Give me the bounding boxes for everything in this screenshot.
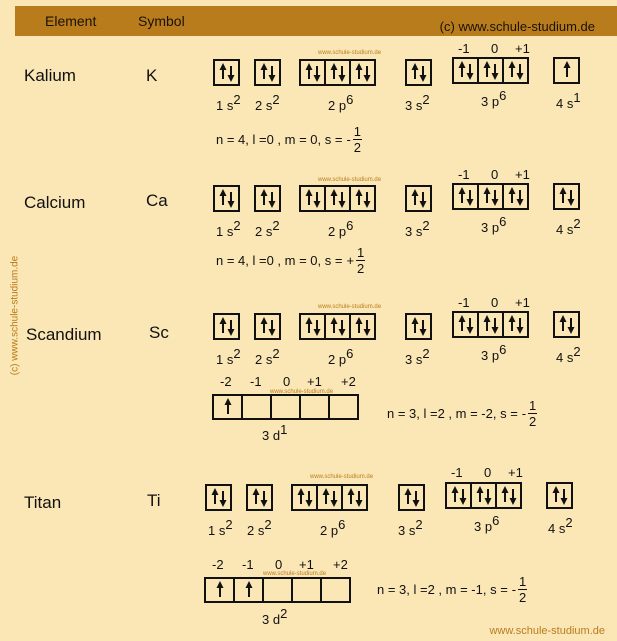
- orbital-3p: [452, 183, 529, 210]
- spin-down-arrow-icon: [363, 66, 370, 82]
- spin-down-arrow-icon: [268, 66, 275, 82]
- orbital-label: 4 $s^2$: [556, 216, 581, 237]
- orbital-3s: [405, 185, 432, 212]
- orbital-box: [316, 484, 343, 511]
- spin-down-arrow-icon: [330, 491, 337, 507]
- orbital-2s: [254, 313, 281, 340]
- orbital-label: 2 $p^6$: [328, 218, 354, 239]
- spin-down-arrow-icon: [305, 491, 312, 507]
- orbital-label: 4 $s^2$: [548, 515, 573, 536]
- orbital-box: [398, 484, 425, 511]
- orbital-4s: [553, 311, 580, 338]
- orbital-box: [254, 59, 281, 86]
- orbital-box: [254, 185, 281, 212]
- spin-up-arrow-icon: [501, 486, 508, 502]
- orbital-box: [320, 577, 351, 603]
- orbital-box: [299, 394, 330, 420]
- orbital-4s: [546, 482, 573, 509]
- m-label: -2: [220, 374, 232, 389]
- column-header-element: Element: [45, 13, 97, 29]
- spin-down-arrow-icon: [560, 489, 567, 505]
- spin-up-arrow-icon: [305, 189, 312, 205]
- spin-down-arrow-icon: [516, 318, 523, 334]
- orbital-3d: [204, 577, 351, 603]
- spin-up-arrow-icon: [458, 61, 465, 77]
- orbital-label: 2 $p^6$: [320, 517, 346, 538]
- orbital-box: [205, 484, 232, 511]
- spin-up-arrow-icon: [305, 63, 312, 79]
- m-label: 0: [275, 557, 283, 572]
- orbital-label: 4 $s^2$: [556, 344, 581, 365]
- m-label: +1: [515, 41, 530, 56]
- spin-down-arrow-icon: [419, 192, 426, 208]
- m-label: +1: [299, 557, 314, 572]
- spin-up-arrow-icon: [559, 315, 566, 331]
- spin-down-arrow-icon: [491, 318, 498, 334]
- orbital-box: [324, 185, 351, 212]
- orbital-box: [254, 313, 281, 340]
- spin-up-arrow-icon: [483, 315, 490, 331]
- spin-down-arrow-icon: [363, 192, 370, 208]
- orbital-3s: [405, 313, 432, 340]
- orbital-box: [349, 185, 376, 212]
- header-copyright: (c) www.schule-studium.de: [439, 19, 595, 34]
- orbital-box: [270, 394, 301, 420]
- orbital-box: [495, 482, 522, 509]
- orbital-box: [241, 394, 272, 420]
- orbital-box: [502, 183, 529, 210]
- orbital-label: 3 $p^6$: [474, 513, 500, 534]
- orbital-3s: [398, 484, 425, 511]
- spin-down-arrow-icon: [268, 192, 275, 208]
- spin-up-arrow-icon: [483, 187, 490, 203]
- orbital-box: [553, 183, 580, 210]
- spin-up-arrow-icon: [219, 317, 226, 333]
- watermark: www.schule-studium.de: [318, 304, 382, 310]
- spin-up-arrow-icon: [563, 61, 570, 77]
- orbital-2p: [291, 484, 368, 511]
- spin-up-arrow-icon: [224, 398, 231, 414]
- orbital-3p: [452, 57, 529, 84]
- m-label: 0: [484, 465, 492, 480]
- orbital-box: [405, 185, 432, 212]
- orbital-label: 3 $d^2$: [262, 606, 288, 627]
- spin-down-arrow-icon: [338, 192, 345, 208]
- spin-up-arrow-icon: [552, 486, 559, 502]
- spin-down-arrow-icon: [338, 66, 345, 82]
- watermark: www.schule-studium.de: [310, 474, 374, 480]
- spin-up-arrow-icon: [216, 581, 223, 597]
- spin-up-arrow-icon: [483, 61, 490, 77]
- spin-down-arrow-icon: [419, 320, 426, 336]
- side-copyright: (c) www.schule-studium.de: [9, 255, 21, 376]
- m-label: +1: [307, 374, 322, 389]
- orbital-label: 4 $s^1$: [556, 90, 581, 111]
- orbital-box: [324, 313, 351, 340]
- spin-up-arrow-icon: [508, 315, 515, 331]
- orbital-box: [553, 311, 580, 338]
- orbital-label: 2 $s^2$: [255, 218, 280, 239]
- column-header-symbol: Symbol: [138, 13, 185, 29]
- spin-down-arrow-icon: [567, 318, 574, 334]
- m-label: -1: [458, 167, 470, 182]
- spin-up-arrow-icon: [559, 187, 566, 203]
- orbital-box: [405, 59, 432, 86]
- element-symbol: Sc: [149, 323, 169, 342]
- header-bar: [15, 6, 617, 36]
- spin-up-arrow-icon: [322, 488, 329, 504]
- orbital-box: [213, 313, 240, 340]
- orbital-box: [246, 484, 273, 511]
- spin-down-arrow-icon: [516, 64, 523, 80]
- spin-up-arrow-icon: [330, 317, 337, 333]
- m-label: -2: [212, 557, 224, 572]
- orbital-box: [452, 183, 479, 210]
- orbital-box: [233, 577, 264, 603]
- orbital-2p: [299, 313, 376, 340]
- orbital-box: [477, 311, 504, 338]
- orbital-box: [553, 57, 580, 84]
- orbital-label: 2 $s^2$: [255, 346, 280, 367]
- spin-up-arrow-icon: [355, 63, 362, 79]
- orbital-label: 2 $s^2$: [247, 517, 272, 538]
- spin-up-arrow-icon: [411, 63, 418, 79]
- element-symbol: K: [146, 66, 158, 85]
- orbital-box: [291, 577, 322, 603]
- orbital-label: 3 $s^2$: [405, 92, 430, 113]
- orbital-box: [502, 57, 529, 84]
- orbital-box: [299, 185, 326, 212]
- m-label: -1: [458, 41, 470, 56]
- spin-up-arrow-icon: [305, 317, 312, 333]
- spin-down-arrow-icon: [227, 192, 234, 208]
- m-label: 0: [491, 41, 499, 56]
- spin-up-arrow-icon: [458, 315, 465, 331]
- spin-down-arrow-icon: [516, 190, 523, 206]
- spin-down-arrow-icon: [509, 489, 516, 505]
- orbital-label: 2 $p^6$: [328, 92, 354, 113]
- m-label: -1: [242, 557, 254, 572]
- spin-up-arrow-icon: [347, 488, 354, 504]
- spin-down-arrow-icon: [412, 491, 419, 507]
- element-name: Titan: [24, 493, 62, 512]
- spin-down-arrow-icon: [484, 489, 491, 505]
- orbital-box: [349, 59, 376, 86]
- m-label: -1: [451, 465, 463, 480]
- spin-down-arrow-icon: [268, 320, 275, 336]
- orbital-box: [477, 57, 504, 84]
- orbital-label: 1 $s^2$: [216, 218, 241, 239]
- bottom-copyright: www.schule-studium.de: [489, 625, 605, 637]
- m-label: +1: [508, 465, 523, 480]
- watermark: www.schule-studium.de: [263, 571, 327, 577]
- spin-up-arrow-icon: [355, 189, 362, 205]
- orbital-2s: [246, 484, 273, 511]
- spin-down-arrow-icon: [491, 190, 498, 206]
- orbital-box: [328, 394, 359, 420]
- spin-up-arrow-icon: [330, 189, 337, 205]
- orbital-box: [341, 484, 368, 511]
- orbital-label: 1 $s^2$: [208, 517, 233, 538]
- spin-down-arrow-icon: [567, 190, 574, 206]
- orbital-1s: [213, 59, 240, 86]
- orbital-label: 3 $s^2$: [398, 517, 423, 538]
- orbital-box: [212, 394, 243, 420]
- spin-up-arrow-icon: [411, 189, 418, 205]
- element-name: Kalium: [24, 66, 76, 85]
- orbital-label: 2 $s^2$: [255, 92, 280, 113]
- orbital-box: [445, 482, 472, 509]
- orbital-box: [262, 577, 293, 603]
- element-symbol: Ca: [146, 191, 168, 210]
- orbital-label: 1 $s^2$: [216, 92, 241, 113]
- watermark: www.schule-studium.de: [270, 389, 334, 395]
- spin-up-arrow-icon: [404, 488, 411, 504]
- m-label: -1: [250, 374, 262, 389]
- orbital-3p: [445, 482, 522, 509]
- orbital-box: [291, 484, 318, 511]
- spin-up-arrow-icon: [508, 187, 515, 203]
- spin-down-arrow-icon: [466, 190, 473, 206]
- orbital-2p: [299, 59, 376, 86]
- orbital-box: [405, 313, 432, 340]
- spin-down-arrow-icon: [227, 66, 234, 82]
- watermark: www.schule-studium.de: [318, 177, 382, 183]
- spin-up-arrow-icon: [476, 486, 483, 502]
- spin-up-arrow-icon: [219, 63, 226, 79]
- orbital-4s: [553, 183, 580, 210]
- spin-down-arrow-icon: [313, 320, 320, 336]
- spin-down-arrow-icon: [355, 491, 362, 507]
- orbital-box: [546, 482, 573, 509]
- m-label: -1: [458, 295, 470, 310]
- spin-up-arrow-icon: [508, 61, 515, 77]
- orbital-label: 3 $d^1$: [262, 422, 288, 443]
- quantum-numbers: n = 4, l =0 , m = 0, s = - $\frac{1}{2}$: [216, 124, 361, 155]
- orbital-box: [213, 59, 240, 86]
- spin-down-arrow-icon: [459, 489, 466, 505]
- spin-down-arrow-icon: [260, 491, 267, 507]
- orbital-box: [349, 313, 376, 340]
- spin-up-arrow-icon: [260, 63, 267, 79]
- orbital-3p: [452, 311, 529, 338]
- orbital-1s: [213, 313, 240, 340]
- orbital-3s: [405, 59, 432, 86]
- m-label: +2: [341, 374, 356, 389]
- orbital-box: [299, 313, 326, 340]
- orbital-box: [470, 482, 497, 509]
- spin-up-arrow-icon: [211, 488, 218, 504]
- orbital-box: [324, 59, 351, 86]
- m-label: 0: [491, 167, 499, 182]
- spin-down-arrow-icon: [227, 320, 234, 336]
- orbital-2s: [254, 59, 281, 86]
- orbital-box: [213, 185, 240, 212]
- spin-up-arrow-icon: [458, 187, 465, 203]
- orbital-box: [477, 183, 504, 210]
- orbital-2p: [299, 185, 376, 212]
- element-name: Calcium: [24, 193, 86, 212]
- spin-up-arrow-icon: [451, 486, 458, 502]
- spin-up-arrow-icon: [297, 488, 304, 504]
- orbital-label: 2 $p^6$: [328, 346, 354, 367]
- spin-up-arrow-icon: [252, 488, 259, 504]
- spin-up-arrow-icon: [411, 317, 418, 333]
- spin-down-arrow-icon: [219, 491, 226, 507]
- m-label: 0: [283, 374, 291, 389]
- spin-down-arrow-icon: [466, 64, 473, 80]
- spin-down-arrow-icon: [419, 66, 426, 82]
- orbital-box: [204, 577, 235, 603]
- spin-down-arrow-icon: [491, 64, 498, 80]
- orbital-box: [502, 311, 529, 338]
- orbital-1s: [205, 484, 232, 511]
- m-label: 0: [491, 295, 499, 310]
- spin-up-arrow-icon: [219, 189, 226, 205]
- spin-down-arrow-icon: [313, 192, 320, 208]
- orbital-4s: [553, 57, 580, 84]
- spin-down-arrow-icon: [338, 320, 345, 336]
- quantum-numbers: n = 3, l =2 , m = -1, s = - $\frac{1}{2}$: [377, 574, 527, 605]
- spin-up-arrow-icon: [355, 317, 362, 333]
- orbital-label: 3 $p^6$: [481, 342, 507, 363]
- quantum-numbers: n = 4, l =0 , m = 0, s = + $\frac{1}{2}$: [216, 245, 365, 276]
- spin-up-arrow-icon: [260, 317, 267, 333]
- orbital-label: 3 $s^2$: [405, 218, 430, 239]
- m-label: +1: [515, 295, 530, 310]
- orbital-label: 1 $s^2$: [216, 346, 241, 367]
- orbital-1s: [213, 185, 240, 212]
- orbital-box: [452, 311, 479, 338]
- spin-down-arrow-icon: [363, 320, 370, 336]
- watermark: www.schule-studium.de: [318, 50, 382, 56]
- orbital-label: 3 $p^6$: [481, 214, 507, 235]
- spin-up-arrow-icon: [260, 189, 267, 205]
- orbital-2s: [254, 185, 281, 212]
- orbital-label: 3 $p^6$: [481, 88, 507, 109]
- orbital-box: [452, 57, 479, 84]
- element-name: Scandium: [26, 325, 102, 344]
- orbital-3d: [212, 394, 359, 420]
- spin-up-arrow-icon: [245, 581, 252, 597]
- orbital-label: 3 $s^2$: [405, 346, 430, 367]
- m-label: +1: [515, 167, 530, 182]
- spin-down-arrow-icon: [466, 318, 473, 334]
- spin-down-arrow-icon: [313, 66, 320, 82]
- quantum-numbers: n = 3, l =2 , m = -2, s = - $\frac{1}{2}$: [387, 398, 537, 429]
- m-label: +2: [333, 557, 348, 572]
- spin-up-arrow-icon: [330, 63, 337, 79]
- element-symbol: Ti: [147, 491, 161, 510]
- orbital-box: [299, 59, 326, 86]
